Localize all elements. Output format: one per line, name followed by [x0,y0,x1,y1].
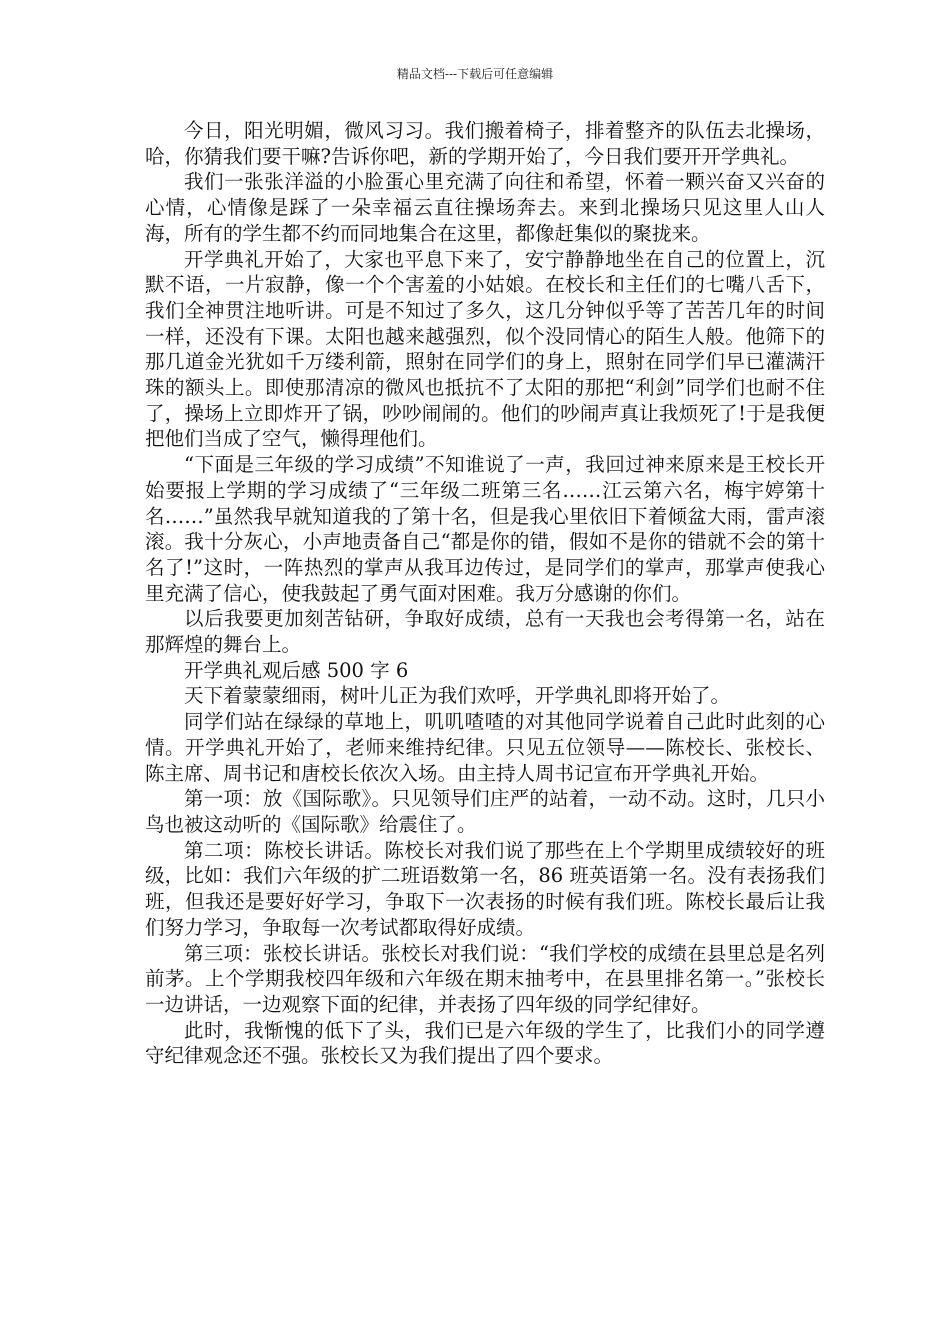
paragraph: 天下着蒙蒙细雨，树叶儿正为我们欢呼，开学典礼即将开始了。 [184,684,731,708]
paragraph: 我们一张张洋溢的小脸蛋心里充满了向往和希望，怀着一颗兴奋又兴奋的心情，心情像是踩了一朵幸福云直往操场奔去。来到北操场只见这里人山人海，所有的学生都不约而同地集合在这里，都像赶集似的聚拢来。 [145,170,825,245]
paragraph: 开学典礼开始了，大家也平息下来了，安宁静静地坐在自己的位置上，沉默不语，一片寂静，像一个个害羞的小姑娘。在校长和主任们的七嘴八舌下，我们全神贯注地听讲。可是不知过了多久，这几分钟似乎等了苦苦几年的时间一样，还没有下课。太阳也越来越强烈，似个没同情心的陌生人般。他筛下的那几道金光犹如千万缕利箭，照射在同学们的身上，照射在同学们早已灌满汗珠的额头上。即使那清凉的微风也抵抗不了太阳的那把“利剑”同学们也耐不住了，操场上立即炸开了锅，吵吵闹闹的。他们的吵闹声真让我烦死了!于是我便把他们当成了空气，懒得理他们。 [145,247,825,451]
paragraph: 第一项：放《国际歌》。只见领导们庄严的站着，一动不动。这时，几只小鸟也被这动听的《国际歌》给震住了。 [145,787,825,836]
page-header: 精品文档---下载后可任意编辑 [396,67,554,81]
paragraph: 此时，我惭愧的低下了头，我们已是六年级的学生了，比我们小的同学遵守纪律观念还不强。张校长又为我们提出了四个要求。 [145,1018,825,1068]
document-body [145,118,825,1069]
paragraph: 今日，阳光明媚，微风习习。我们搬着椅子，排着整齐的队伍去北操场，哈，你猜我们要干嘛?告诉你吧，新的学期开始了，今日我们要开开学典礼。 [145,119,825,168]
paragraph: 以后我要更加刻苦钻研，争取好成绩，总有一天我也会考得第一名，站在那辉煌的舞台上。 [145,607,825,657]
paragraph: 第二项：陈校长讲话。陈校长对我们说了那些在上个学期里成绩较好的班级，比如：我们六年级的扩二班语数第一名，86 班英语第一名。没有表扬我们班，但我还是要好好学习，争取下一次表扬的时候有我们班。陈校长最后让我们努力学习，争取每一次考试都取得好成绩。 [145,838,825,939]
section-title: 开学典礼观后感 500 字 6 [184,658,409,682]
paragraph: 同学们站在绿绿的草地上，叽叽喳喳的对其他同学说着自己此时此刻的心情。开学典礼开始了，老师来维持纪律。只见五位领导——陈校长、张校长、陈主席、周书记和唐校长依次入场。由主持人周书记宣布开学典礼开始。 [145,710,825,785]
paragraph: “下面是三年级的学习成绩”不知谁说了一声，我回过神来原来是王校长开始要报上学期的学习成绩了“三年级二班第三名……江云第六名，梅宇婷第十名……”虽然我早就知道我的了第十名，但是我心里依旧下着倾盆大雨，雷声滚滚。我十分灰心，小声地责备自己“都是你的错，假如不是你的错就不会的第十名了!”这时，一阵热烈的掌声从我耳边传过，是同学们的掌声，那掌声使我心里充满了信心，使我鼓起了勇气面对困难。我万分感谢的你们。 [145,453,825,605]
paragraph: 第三项：张校长讲话。张校长对我们说：“我们学校的成绩在县里总是名列前茅。上个学期我校四年级和六年级在期末抽考中，在县里排名第一。”张校长一边讲话，一边观察下面的纪律，并表扬了四年级的同学纪律好。 [145,941,825,1016]
